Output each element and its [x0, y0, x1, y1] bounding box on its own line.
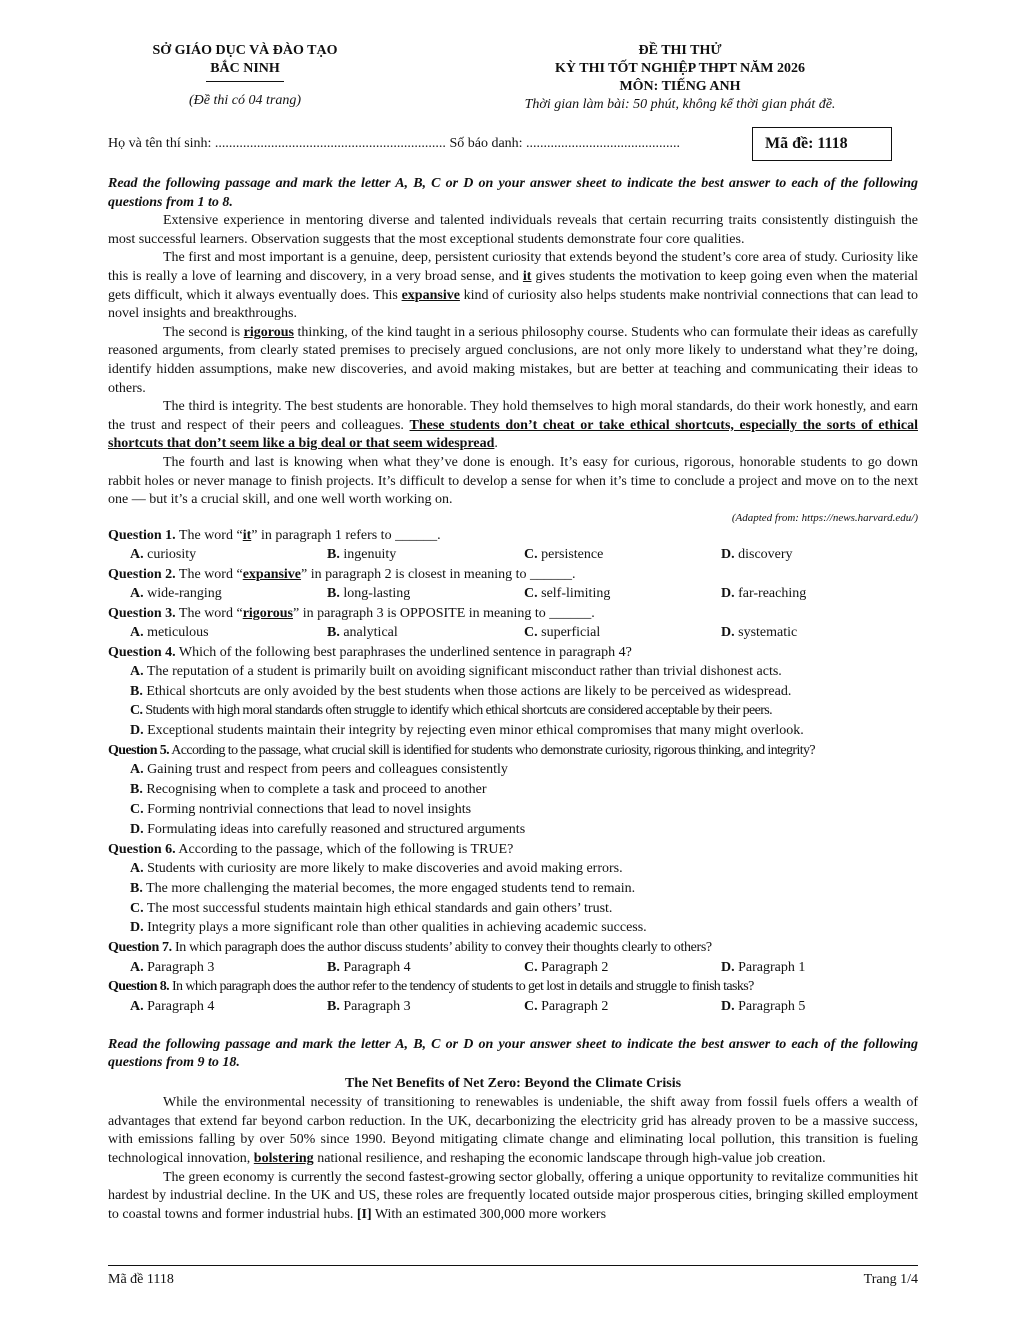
option-a[interactable]	[130, 958, 327, 977]
option-a[interactable]	[108, 859, 918, 879]
option-text: Exceptional students maintain their integrity by rejecting even minor ethical compromises that many might overlook.	[147, 722, 804, 738]
question-label: Question 8.	[108, 979, 170, 995]
option-text: Paragraph 4	[343, 959, 411, 975]
option-d[interactable]	[721, 545, 918, 564]
passage2-paragraph-2	[108, 1169, 918, 1225]
p2-text-b: With an estimated 300,000 more workers	[371, 1206, 607, 1222]
passage1-paragraph-1: Extensive experience in mentoring diverse and talented individuals reveals that certain recurring traits consistently distinguish the most successful learners. Observation suggests that the most exceptional students demonstrate four core qualities.	[108, 213, 918, 247]
underlined-sentence: These students don’t cheat or take ethical shortcuts, especially the sorts of ethical shortcuts that don’t seem like a big deal or that seem widespread	[108, 417, 918, 452]
option-letter: A.	[130, 547, 144, 563]
option-text: Paragraph 2	[541, 998, 609, 1014]
question-label: Question 1.	[108, 528, 176, 544]
option-letter: A.	[130, 625, 144, 641]
option-letter: B.	[327, 547, 340, 563]
department-name: SỞ GIÁO DỤC VÀ ĐÀO TẠO	[152, 43, 338, 58]
option-d[interactable]	[721, 958, 918, 977]
option-text: Paragraph 1	[738, 959, 806, 975]
exam-code-box: Mã đề: 1118	[752, 127, 892, 161]
option-letter: A.	[130, 762, 144, 778]
option-text: The most successful students maintain high ethical standards and gain others’ trust.	[146, 900, 613, 916]
header-divider	[206, 81, 284, 82]
question-7	[108, 939, 918, 976]
question-8	[108, 978, 918, 1015]
passage1-paragraph-5: The fourth and last is knowing when what they’ve done is enough. It’s easy for curious, rigorous, honorable students to go down rabbit holes or never manage to finish projects. It’s difficult to develop a sense for when it’s time to conclude a project and move on to the next one — but it’s a crucial skill, and one well worth working on.	[108, 454, 918, 508]
question-keyword: rigorous	[242, 605, 293, 621]
question-6	[108, 841, 918, 938]
option-a[interactable]	[130, 623, 327, 642]
option-letter: B.	[130, 683, 143, 699]
option-b[interactable]	[108, 780, 918, 800]
p4-text-a: The third is integrity. The best students are honorable. They hold themselves to high moral standards, do their work honestly, and earn the trust and respect of their peers and colleagues.	[108, 399, 918, 433]
option-letter: D.	[721, 586, 735, 602]
question-stem-line	[108, 978, 918, 996]
option-letter: C.	[524, 547, 538, 563]
option-text: Paragraph 5	[738, 998, 806, 1014]
answer-options	[108, 545, 918, 564]
question-stem: The word “	[175, 566, 243, 582]
question-3	[108, 605, 918, 642]
question-stem: According to the passage, what crucial skill is identified for students who demonstrate curiosity, rigorous thinking, and integrity?	[169, 743, 816, 759]
passage2-title: The Net Benefits of Net Zero: Beyond the Climate Crisis	[344, 1075, 682, 1091]
option-letter: A.	[130, 663, 144, 679]
question-label: Question 7.	[108, 940, 172, 956]
question-stem-line	[108, 742, 918, 760]
page-count-note: (Đề thi có 04 trang)	[189, 93, 301, 108]
header-right	[498, 42, 862, 114]
option-d[interactable]	[108, 721, 918, 741]
option-text: Students with high moral standards often struggle to identify which ethical shortcuts are considered acceptable by their peers.	[145, 703, 773, 719]
p4-text-b: .	[494, 436, 498, 452]
option-b[interactable]	[327, 584, 524, 603]
question-label: Question 4.	[108, 644, 176, 660]
option-b[interactable]	[327, 997, 524, 1016]
option-text: discovery	[738, 547, 793, 563]
option-b[interactable]	[108, 682, 918, 702]
option-d[interactable]	[721, 584, 918, 603]
question-stem: ” in paragraph 2 is closest in meaning to ______.	[301, 566, 576, 582]
passage2-paragraph-1	[108, 1094, 918, 1168]
option-a[interactable]	[108, 662, 918, 682]
question-label: Question 6.	[108, 841, 176, 857]
exam-name: KỲ THI TỐT NGHIỆP THPT NĂM 2026	[555, 61, 805, 76]
option-letter: C.	[130, 801, 144, 817]
p3-text-b: thinking, of the kind taught in a serious philosophy course. Students who can formulate their ideas as carefully reasoned arguments, from clearly stated premises to precisely argued conclusions, are not only more likely to understand what they’re doing, identify hidden assumptions, make new discoveries, and avoid making mistakes, but are better at teaching and communicating their ideas to others.	[108, 324, 918, 396]
option-letter: A.	[130, 998, 144, 1014]
option-letter: B.	[327, 959, 340, 975]
option-text: persistence	[541, 547, 604, 563]
question-keyword: expansive	[242, 566, 302, 582]
option-text: long-lasting	[343, 586, 411, 602]
province-name: BẮC NINH	[210, 61, 280, 76]
underlined-word-bolstering: bolstering	[253, 1151, 314, 1167]
footer-divider	[108, 1265, 918, 1266]
option-text: ingenuity	[343, 547, 397, 563]
option-text: Paragraph 2	[541, 959, 609, 975]
option-letter: C.	[524, 998, 538, 1014]
option-letter: D.	[130, 920, 144, 936]
option-text: meticulous	[147, 625, 209, 641]
p1-text-a: While the environmental necessity of transitioning to renewables is undeniable, the shift away from fossil fuels offers a wealth of advantages that extend far beyond carbon reduction. In the UK, decarbonizing the electricity grid has already proven to be a massive success, with emissions falling by over 50% since 1990. Beyond mitigating climate change and eliminating local pollution, this transition is fueling technological innovation,	[108, 1095, 918, 1167]
option-text: superficial	[541, 625, 601, 641]
question-5	[108, 742, 918, 839]
option-letter: C.	[130, 900, 144, 916]
option-letter: B.	[327, 586, 340, 602]
option-b[interactable]	[327, 958, 524, 977]
question-stem: ” in paragraph 3 is OPPOSITE in meaning to ______.	[293, 605, 595, 621]
option-c[interactable]	[108, 701, 918, 721]
option-text: wide-ranging	[147, 586, 222, 602]
option-text: Gaining trust and respect from peers and colleagues consistently	[147, 762, 508, 778]
question-4	[108, 644, 918, 741]
p2-text-a: The first and most important is a genuine, deep, persistent curiosity that extends beyond the student’s core area of study. Curiosity like this is really a love of learning and discovery, in a very broad sense, and	[108, 250, 918, 284]
option-c[interactable]	[524, 623, 721, 642]
option-c[interactable]	[524, 997, 721, 1016]
option-text: Paragraph 4	[147, 998, 215, 1014]
option-text: Ethical shortcuts are only avoided by the best students when those actions are likely to be perceived as widespread.	[146, 683, 792, 699]
question-stem: The word “	[175, 528, 243, 544]
exam-time: Thời gian làm bài: 50 phút, không kể thời gian phát đề.	[524, 97, 836, 112]
option-d[interactable]	[108, 820, 918, 840]
option-c[interactable]	[524, 584, 721, 603]
p2-text-a: The green economy is currently the second fastest-growing sector globally, offering a unique opportunity to revitalize communities hit hardest by industrial decline. In the UK and US, these roles are frequently located outside major prosperous cities, bringing skilled employment to coastal towns and former industrial hubs.	[108, 1169, 918, 1222]
question-stem: Which of the following best paraphrases the underlined sentence in paragraph 4?	[175, 644, 632, 660]
question-label: Question 3.	[108, 605, 176, 621]
option-a[interactable]	[130, 545, 327, 564]
question-1	[108, 527, 918, 564]
option-text: Paragraph 3	[343, 998, 411, 1014]
option-text: The more challenging the material becomes, the more engaged students tend to remain.	[146, 880, 636, 896]
option-letter: D.	[721, 959, 735, 975]
option-letter: D.	[721, 547, 735, 563]
option-letter: B.	[130, 782, 143, 798]
question-label: Question 2.	[108, 566, 176, 582]
answer-options	[108, 623, 918, 642]
option-text: systematic	[738, 625, 798, 641]
p2-text-c: kind of curiosity also helps students make nontrivial connections that can lead to novel insights and breakthroughs.	[108, 287, 919, 322]
question-stem: In which paragraph does the author discuss students’ ability to convey their thoughts clearly to others?	[171, 940, 712, 956]
option-letter: C.	[524, 959, 538, 975]
footer-exam-code: Mã đề 1118	[108, 1272, 174, 1287]
option-text: Paragraph 3	[147, 959, 215, 975]
answer-options	[108, 997, 918, 1016]
candidate-name-field: Họ và tên thí sinh: ..................................................................	[108, 136, 446, 151]
question-stem-line	[108, 939, 918, 957]
answer-options	[108, 958, 918, 977]
option-text: self-limiting	[541, 586, 611, 602]
option-letter: A.	[130, 959, 144, 975]
option-letter: A.	[130, 586, 144, 602]
answer-options	[108, 584, 918, 603]
option-text: Students with curiosity are more likely to make discoveries and avoid making errors.	[147, 861, 623, 877]
option-c[interactable]	[524, 958, 721, 977]
option-text: analytical	[343, 625, 398, 641]
option-d[interactable]	[721, 997, 918, 1016]
option-d[interactable]	[108, 918, 918, 938]
passage1-source: (Adapted from: https://news.harvard.edu/)	[731, 511, 918, 524]
exam-type: ĐỀ THI THỬ	[638, 43, 722, 58]
option-letter: B.	[327, 625, 340, 641]
option-c[interactable]	[108, 800, 918, 820]
p2-text-b: gives students the motivation to keep going even when the material gets difficult, which it always eventually does. This	[108, 268, 918, 303]
option-d[interactable]	[721, 623, 918, 642]
option-a[interactable]	[108, 760, 918, 780]
option-text: Forming nontrivial connections that lead to novel insights	[147, 801, 472, 817]
footer-page-number: Trang 1/4	[863, 1272, 918, 1287]
p1-text-b: national resilience, and reshaping the economic landscape through high-value job creation.	[313, 1151, 826, 1167]
section1-instruction: Read the following passage and mark the letter A, B, C or D on your answer sheet to indicate the best answer to each of the following questions from 1 to 8.	[108, 176, 918, 210]
option-c[interactable]	[108, 899, 918, 919]
question-label: Question 5.	[108, 743, 170, 759]
option-letter: D.	[130, 722, 144, 738]
question-stem: In which paragraph does the author refer to the tendency of students to get lost in details and struggle to finish tasks?	[169, 979, 754, 995]
option-b[interactable]	[327, 623, 524, 642]
option-text: Recognising when to complete a task and proceed to another	[146, 782, 487, 798]
option-text: The reputation of a student is primarily built on avoiding significant misconduct rather than trivial dishonest acts.	[146, 663, 782, 679]
candidate-info	[108, 136, 680, 152]
option-letter: C.	[524, 625, 538, 641]
option-c[interactable]	[524, 545, 721, 564]
option-letter: C.	[130, 703, 143, 719]
option-a[interactable]	[130, 997, 327, 1016]
option-letter: D.	[721, 998, 735, 1014]
underlined-word-expansive: expansive	[401, 287, 460, 303]
p3-text-a: The second is	[163, 324, 244, 340]
question-2	[108, 566, 918, 603]
option-letter: B.	[130, 880, 143, 896]
underlined-word-it: it	[522, 268, 532, 284]
option-letter: D.	[721, 625, 735, 641]
option-letter: C.	[524, 586, 538, 602]
option-letter: B.	[327, 998, 340, 1014]
insertion-marker-1: [I]	[356, 1206, 372, 1222]
passage1-paragraph-2	[108, 249, 918, 323]
option-b[interactable]	[108, 879, 918, 899]
option-letter: A.	[130, 861, 144, 877]
option-text: curiosity	[147, 547, 197, 563]
option-a[interactable]	[130, 584, 327, 603]
page-content	[108, 175, 918, 1224]
option-text: Integrity plays a more significant role than other qualities in achieving academic success.	[147, 920, 647, 936]
question-keyword: it	[242, 528, 252, 544]
option-letter: D.	[130, 821, 144, 837]
option-b[interactable]	[327, 545, 524, 564]
candidate-id-field: Số báo danh: ............................................	[445, 136, 681, 151]
exam-subject: MÔN: TIẾNG ANH	[619, 79, 741, 94]
question-stem: The word “	[175, 605, 243, 621]
option-text: Formulating ideas into carefully reasoned and structured arguments	[147, 821, 526, 837]
underlined-word-rigorous: rigorous	[243, 324, 294, 340]
question-stem: ” in paragraph 1 refers to ______.	[251, 528, 441, 544]
passage1-paragraph-3	[108, 324, 918, 398]
option-text: far-reaching	[738, 586, 807, 602]
header-left	[140, 42, 350, 110]
question-stem: According to the passage, which of the following is TRUE?	[175, 841, 514, 857]
passage1-paragraph-4	[108, 398, 918, 454]
section2-instruction: Read the following passage and mark the letter A, B, C or D on your answer sheet to indicate the best answer to each of the following questions from 9 to 18.	[108, 1036, 918, 1071]
